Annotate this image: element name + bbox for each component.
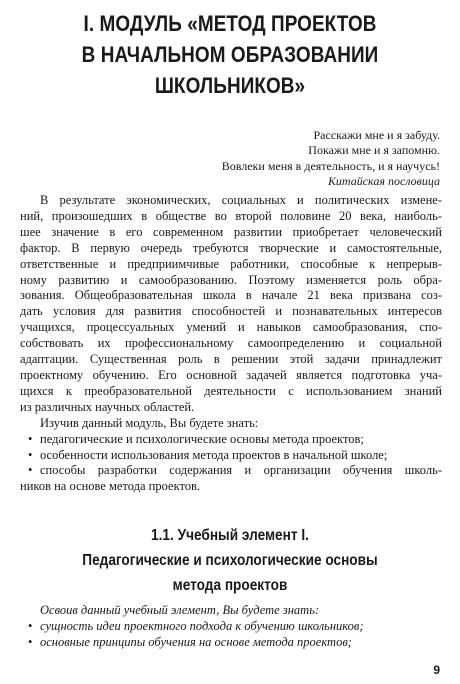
text-line: адаптации. Существенная роль в решении этой задачи принадлежит [20,352,442,367]
list-item-text: особенности использования метода проектов в начальной школе; [40,447,388,462]
text-line: из различных научных областей. [20,399,195,414]
epigraph-line: Расскажи мне и я забуду. [313,128,440,142]
list-item-text: педагогические и психологические основы метода проектов; [40,431,364,446]
section-heading-line-1: 1.1. Учебный элемент I. [151,527,309,544]
paragraph-intro [20,193,442,416]
section-heading [28,523,433,598]
learning-outcomes-intro: Освоив данный учебный элемент, Вы будете знать: [40,603,320,617]
text-line: учащихся, процессуальных умений и навыков самообразования, спо- [20,320,442,335]
section-heading-line-2: Педагогические и психологические основы [82,552,378,569]
text-line: зования. Общеобразовательная школа в начале 21 века призвана соз- [20,288,442,303]
module-goals-list [20,432,442,496]
text-line: шее значение в его современном развитии приобретает человеческий [20,224,442,239]
list-item-text: основные принципы обучения на основе метода проектов; [40,634,352,649]
module-title [32,8,428,101]
learning-outcomes-list [20,619,442,651]
text-line: собствовать их профессиональному самоопределению и социальной [20,336,442,351]
text-line: ний, произошедших в обществе во второй половине 20 века, наиболь- [20,208,442,223]
list-item [20,432,442,448]
page-number: 9 [433,663,440,677]
text-line: дать условия для развития способностей и познавательных интересов [20,304,442,319]
module-title-line-3: ШКОЛЬНИКОВ» [154,73,306,98]
text-line: ному развитию и самообразованию. Поэтому изменяется роль обра- [20,272,442,287]
epigraph-line: Покажи мне и я запомню. [308,143,440,158]
module-title-line-1: I. МОДУЛЬ «МЕТОД ПРОЕКТОВ [83,11,377,36]
epigraph-line: Вовлеки меня в деятельность, и я научусь! [221,158,440,173]
section-heading-line-3: метода проектов [172,577,288,594]
list-item-text: способы разработки содержания и организации обучения школь- [40,463,442,478]
list-item [20,635,442,651]
list-item-text: сущность идеи проектного подхода к обучению школьников; [40,618,364,633]
module-title-line-2: В НАЧАЛЬНОМ ОБРАЗОВАНИИ [81,42,379,67]
bullet-icon: • [28,447,33,462]
epigraph-source: Китайская пословица [327,173,440,188]
bullet-icon: • [28,431,33,446]
list-item [20,463,442,495]
text-line: ответственные и предприимчивые работники, способные к непрерыв- [20,256,442,271]
text-line: проектному обучению. Его основной задачей является подготовка уча- [20,367,442,382]
text-line: В результате экономических, социальных и политических измене- [40,193,442,207]
text-line: фактор. В первую очередь требуются творческие и самостоятельные, [20,240,442,255]
bullet-icon: • [28,618,33,633]
paragraph-module-goals [20,416,442,432]
bullet-icon: • [28,634,33,649]
body-text [20,193,442,495]
list-item [20,448,442,464]
list-item-text: ников на основе метода проектов. [20,479,201,494]
learning-outcomes [20,603,442,651]
list-item [20,619,442,635]
text-line: щихся к преобразовательной деятельности с использованием знаний [20,383,442,398]
epigraph [222,128,440,189]
text-line: Изучив данный модуль, Вы будете знать: [40,415,259,430]
bullet-icon: • [28,463,33,478]
